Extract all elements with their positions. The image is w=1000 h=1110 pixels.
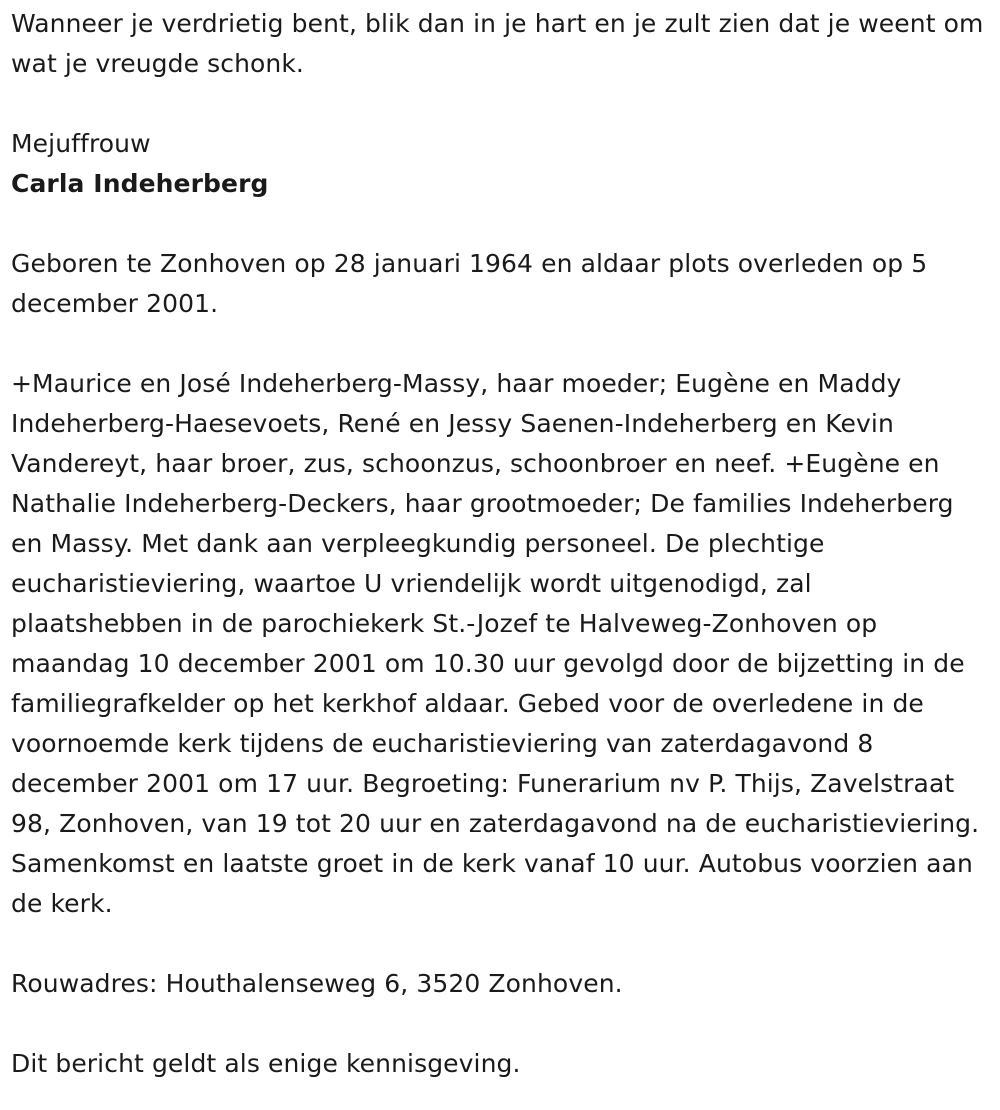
spacer: [11, 924, 991, 964]
deceased-name: Carla Indeherberg: [11, 169, 269, 198]
closing-notice: Dit bericht geldt als enige kennisgeving.: [11, 1049, 521, 1078]
spacer: [11, 84, 991, 124]
mourning-address: Rouwadres: Houthalenseweg 6, 3520 Zonhoven.: [11, 969, 623, 998]
birth-death-line: Geboren te Zonhoven op 28 januari 1964 en aldaar plots overleden op 5 december 2001.: [11, 249, 928, 318]
spacer: [11, 1004, 991, 1044]
spacer: [11, 324, 991, 364]
obituary-notice: [11, 4, 991, 1084]
salutation: Mejuffrouw: [11, 129, 151, 158]
opening-quote: Wanneer je verdrietig bent, blik dan in je hart en je zult zien dat je weent om wat je vreugde schonk.: [11, 9, 984, 78]
family-and-service-paragraph: +Maurice en José Indeherberg-Massy, haar moeder; Eugène en Maddy Indeherberg-Haesevoets, René en Jessy Saenen-Indeherberg en Kevin Vandereyt, haar broer, zus, schoonzus, schoonbroer en neef. +Eugène en Nathalie Indeherberg-Deckers, haar grootmoeder; De families Indeherberg en Massy. Met dank aan verpleegkundig personeel. De plechtige eucharistieviering, waartoe U vriendelijk wordt uitgenodigd, zal plaatshebben in de parochiekerk St.-Jozef te Halveweg-Zonhoven op maandag 10 december 2001 om 10.30 uur gevolgd door de bijzetting in de familiegrafkelder op het kerkhof aldaar. Gebed voor de overledene in de voornoemde kerk tijdens de eucharistieviering van zaterdagavond 8 december 2001 om 17 uur. Begroeting: Funerarium nv P. Thijs, Zavelstraat 98, Zonhoven, van 19 tot 20 uur en zaterdagavond na de eucharistieviering. Samenkomst en laatste groet in de kerk vanaf 10 uur. Autobus voorzien aan de kerk.: [11, 369, 980, 918]
spacer: [11, 204, 991, 244]
